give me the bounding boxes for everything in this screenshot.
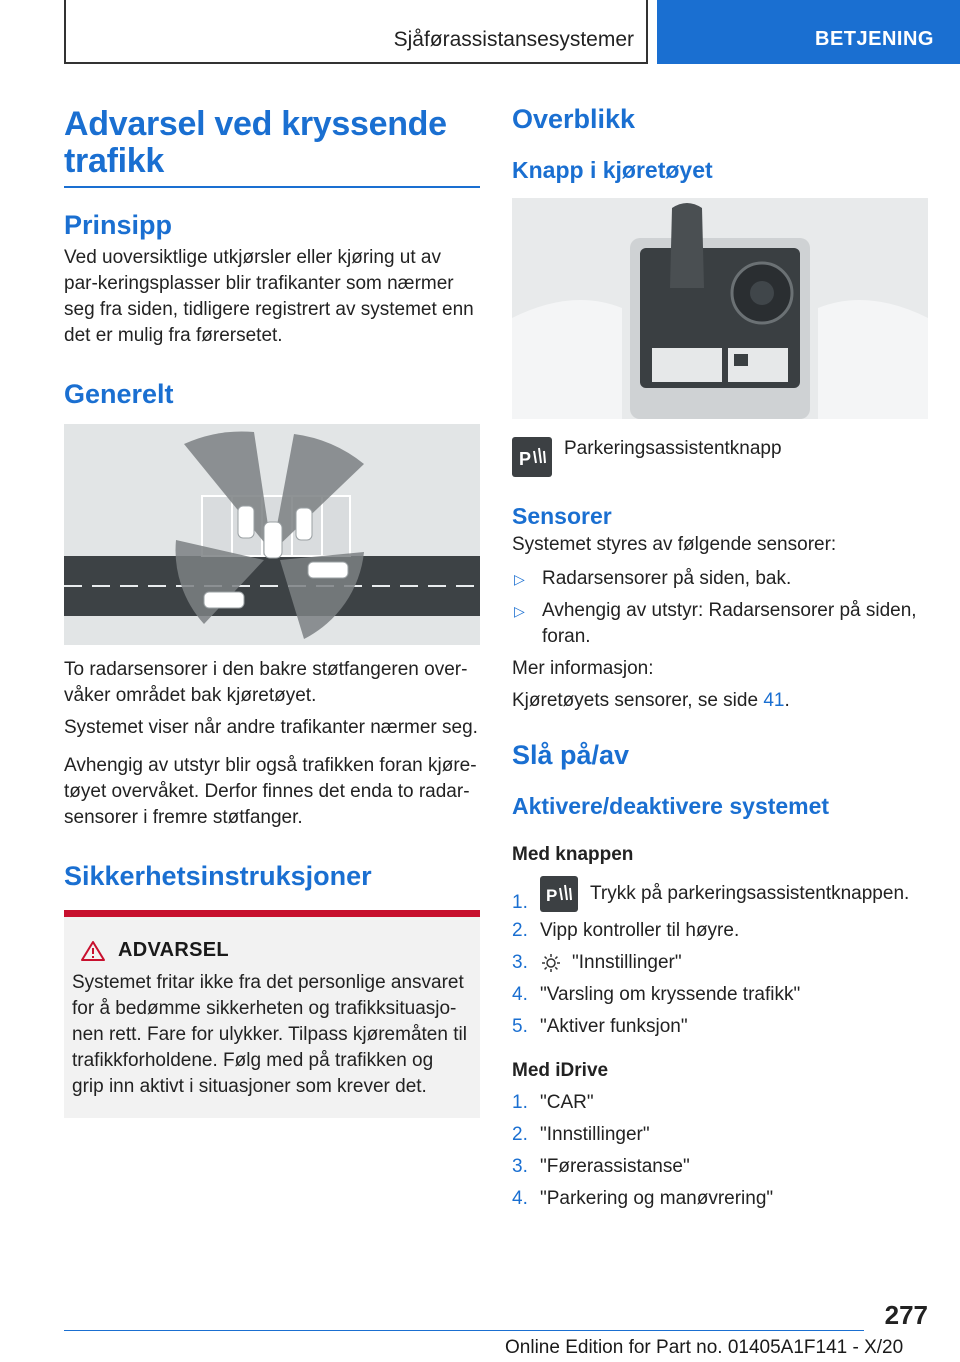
cross-traffic-illustration <box>64 424 480 645</box>
center-console-photo <box>512 198 928 419</box>
footer-edition: Online Edition for Part no. 01405A1F141 - X/20 <box>505 1337 904 1358</box>
sensors-list <box>512 566 928 650</box>
parking-assistant-button-icon <box>512 437 552 477</box>
parking-assistant-button-icon <box>540 876 578 912</box>
list-item: 5. "Aktiver funksjon" <box>512 1016 688 1037</box>
header-section-title: Sjåførassistansesystemer <box>393 28 634 51</box>
gear-icon <box>540 952 562 974</box>
page-title: Advarsel ved kryssende trafikk <box>64 100 480 188</box>
cross-traffic-diagram <box>64 424 480 645</box>
bullet-triangle-icon: ▷ <box>514 571 525 587</box>
button-heading: Knapp i kjøretøyet <box>512 157 713 183</box>
warning-triangle-icon <box>80 940 106 962</box>
warning-box <box>64 910 480 1118</box>
list-item: 4. "Varsling om kryssende trafikk" <box>512 984 801 1005</box>
with-idrive-label: Med iDrive <box>512 1060 609 1081</box>
general-text-3: Avhengig av utstyr blir også trafikken foran kjøre-tøyet overvåket. Derfor finnes det enda to radar-sensorer i fremre støtfanger. <box>64 755 477 828</box>
sensors-heading: Sensorer <box>512 503 612 529</box>
list-item: 2. "Innstillinger" <box>512 1124 650 1145</box>
general-heading: Generelt <box>64 379 174 409</box>
sensors-reference: Kjøretøyets sensorer, se side 41. <box>512 690 790 711</box>
header-chapter-tab <box>657 0 960 64</box>
bullet-triangle-icon: ▷ <box>514 603 525 619</box>
idrive-steps <box>512 1090 928 1212</box>
general-text-2: Systemet viser når andre trafikanter nærmer seg. <box>64 717 478 738</box>
right-column <box>512 100 928 1218</box>
safety-heading: Sikkerhetsinstruksjoner <box>64 861 372 891</box>
sensors-intro: Systemet styres av følgende sensorer: <box>512 534 837 555</box>
onoff-heading: Slå på/av <box>512 740 630 770</box>
left-column <box>64 100 480 1118</box>
more-info-label: Mer informasjon: <box>512 658 654 679</box>
warning-title: ADVARSEL <box>118 939 229 961</box>
list-item: 3. "Innstillinger" <box>512 952 682 973</box>
button-caption: Parkeringsassistentknapp <box>564 438 782 459</box>
parking-sensor-icon <box>540 876 578 912</box>
warning-text: Systemet fritar ikke fra det personlige ansvaret for å bedømme sikkerheten og trafikksituasjo-nen rett. Fare for ulykker. Tilpass kjøremåten til trafikkforholdene. Følg med på trafikken og grip inn aktivt i situasjoner som krever det. <box>72 972 467 1097</box>
header-section-box <box>64 0 648 64</box>
page-reference-link[interactable]: 41 <box>763 690 785 711</box>
with-button-label: Med knappen <box>512 844 634 865</box>
button-steps <box>512 876 928 1040</box>
list-item: ▷ Avhengig av utstyr: Radarsensorer på siden, foran. <box>514 600 917 647</box>
list-item: ▷ Radarsensorer på siden, bak. <box>512 566 928 592</box>
activate-heading: Aktivere/deaktivere systemet <box>512 793 830 819</box>
list-item: 3. "Førerassistanse" <box>512 1156 690 1177</box>
center-console-drawing <box>512 198 928 419</box>
principle-heading: Prinsipp <box>64 210 173 240</box>
list-item: 1. P Trykk på parkeringsassistentknappen. <box>512 876 928 912</box>
overview-heading: Overblikk <box>512 104 636 134</box>
list-item: 2. Vipp kontroller til høyre. <box>512 920 740 941</box>
principle-text: Ved uoversiktlige utkjørsler eller kjøring ut av par-keringsplasser blir trafikanter som nærmer seg fra siden, tidligere registrert av systemet enn det er mulig fra førersetet. <box>64 247 474 346</box>
page-number: 277 <box>884 1300 928 1330</box>
footer-divider <box>64 1330 864 1331</box>
general-text-1: To radarsensorer i den bakre støtfangeren over-våker området bak kjøretøyet. <box>64 659 468 706</box>
header-chapter-title: BETJENING <box>815 28 934 50</box>
svg-text:P: P <box>546 886 558 905</box>
list-item: 4. "Parkering og manøvrering" <box>512 1188 774 1209</box>
list-item: 1. "CAR" <box>512 1092 594 1113</box>
svg-text:P: P <box>519 449 532 469</box>
parking-sensor-icon <box>512 437 552 477</box>
